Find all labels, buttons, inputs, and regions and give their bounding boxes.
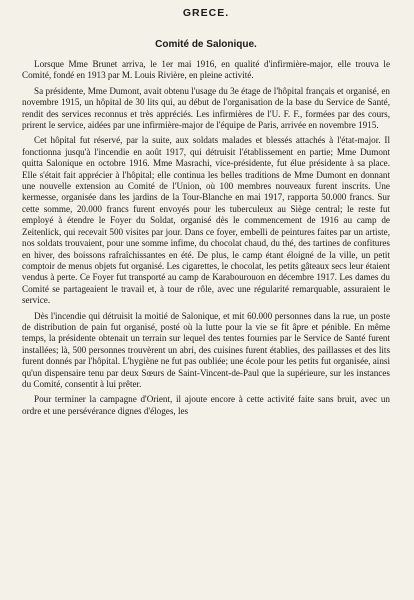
paragraph-1: Lorsque Mme Brunet arriva, le 1er mai 1916, en qualité d'infirmière-major, elle trouva le Comité, fondé en 1913 par M. Louis Rivière, en pleine activité. [22,59,390,81]
body-text [22,59,390,417]
running-title: GRECE. [182,7,230,19]
section-title: Comité de Salonique. [155,39,257,50]
paragraph-5: Pour terminer la campagne d'Orient, il ajoute encore à cette activité faite sans bruit, avec un ordre et une persévérance dignes d'éloges, les [22,394,390,416]
paragraph-3: Cet hôpital fut réservé, par la suite, aux soldats malades et blessés attachés à l'état-major. Il fonctionna jusqu'à l'incendie en août 1917, qui détruisit l'établissement en partie; Mme Dumont quitta Salonique en octobre 1916. Mme Masrachi, vice-présidente, fut élue présidente à sa place. Elle s'était fait apprécier à l'hôpital; elle continua les belles traditions de Mme Dumont en donnant une nouvelle extension au Comité de l'Union, où 100 membres nouveaux furent inscrits. Une kermesse, organisée dans les jardins de la Tour-Blanche en mai 1917, rapporta 50.000 francs. Sur cette somme, 20.000 francs furent envoyés pour les tuberculeux au Siège central; le reste fut employé à étendre le Foyer du Soldat, organisé dès le commencement de 1916 au camp de Zeitenlick, qui recevait 500 visites par jour. Dans ce foyer, embelli de peintures faites par un artiste, nos soldats trouvaient, pour une somme infime, du chocolat chaud, du thé, des tartines de confitures en hiver, des boissons rafraîchissantes en été. De plus, le camp étant éloigné de la ville, un petit comptoir de menus objets fut organisé. Les cigarettes, le chocolat, les petits gâteaux secs leur étaient vendus à perte. Ce Foyer fut transporté au camp de Karabourouon en décembre 1917. Les dames du Comité se partageaient le travail et, à tour de rôle, avec une régularité remarquable, assuraient le service. [22,135,390,306]
paragraph-2: Sa présidente, Mme Dumont, avait obtenu l'usage du 3e étage de l'hôpital français et organisé, en novembre 1915, un hôpital de 30 lits qui, au début de l'organisation de la base du Service de Santé, rendit des services reconnus et très appréciés. Les infirmières de l'U. F. F., formées par des cours, prirent le service, aidées par une infirmière-major de l'équipe de Paris, arrivée en novembre 1915. [22,85,390,131]
paragraph-4: Dès l'incendie qui détruisit la moitié de Salonique, et mit 60.000 personnes dans la rue, un poste de distribution de pain fut organisé, posté où la lutte pour la vie se fit âpre et pénible. En même temps, la présidente obtenait un terrain sur lequel des tentes fournies par le Service de Santé furent installées; là, 500 personnes trouvèrent un abri, des cuisines furent établies, des paillasses et des lits furent donnés par l'hôpital. L'hygiène ne fut pas oubliée; une école pour les petits fut organisée, ainsi qu'un dispensaire tenu par deux Sœurs de Saint-Vincent-de-Paul que la supérieure, sur les instances du Comité, consentit à lui prêter. [22,310,390,389]
